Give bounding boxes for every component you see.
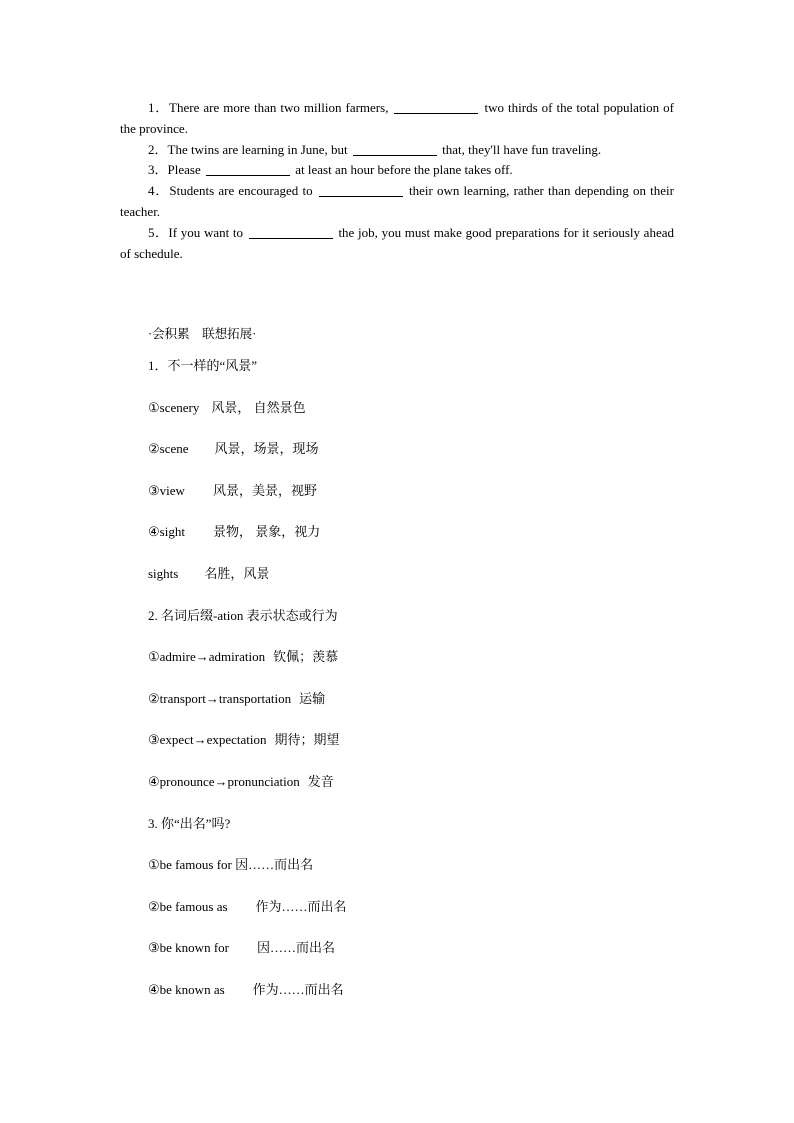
answer-blank[interactable] bbox=[206, 162, 290, 176]
vocabulary-notes bbox=[148, 322, 568, 1020]
note-term: ②scene bbox=[148, 441, 189, 457]
section-title bbox=[148, 604, 568, 646]
note-item bbox=[148, 396, 568, 438]
note-item bbox=[148, 728, 568, 770]
exercise-number: 3． bbox=[148, 162, 168, 178]
note-meaning: 风景，场景，现场 bbox=[214, 441, 319, 457]
exercise-number: 5． bbox=[148, 224, 169, 240]
notes-heading: ·会积累 联想拓展· bbox=[148, 327, 257, 341]
exercise-text: at least an hour before the plane takes off. bbox=[291, 162, 513, 178]
exercise-text: two thirds of the total population of the province. bbox=[120, 100, 674, 136]
answer-blank[interactable] bbox=[249, 225, 333, 239]
note-term: 2. 名词后缀-ation 表示状态或行为 bbox=[148, 607, 338, 623]
note-item bbox=[148, 770, 568, 812]
exercise-item bbox=[120, 160, 674, 181]
exercise-item bbox=[120, 223, 674, 265]
note-item bbox=[148, 520, 568, 562]
exercise-item bbox=[120, 98, 674, 140]
note-item bbox=[148, 978, 568, 1020]
note-item bbox=[148, 437, 568, 479]
note-term: ①scenery bbox=[148, 399, 200, 415]
note-term: ④be known as bbox=[148, 981, 225, 997]
answer-blank[interactable] bbox=[319, 183, 403, 197]
note-meaning: 景物， 景象，视力 bbox=[212, 524, 321, 540]
note-meaning: 作为……而出名 bbox=[252, 981, 344, 997]
exercise-item bbox=[120, 181, 674, 223]
note-term: ②be famous as bbox=[148, 898, 228, 914]
note-meaning: 因……而出名 bbox=[256, 940, 335, 956]
section-title bbox=[148, 354, 568, 396]
note-meaning: 钦佩；羡慕 bbox=[273, 649, 339, 665]
exercise-text: There are more than two million farmers, bbox=[169, 100, 393, 115]
note-item bbox=[148, 479, 568, 521]
note-term: 1．不一样的“风景” bbox=[148, 358, 258, 373]
note-meaning: 期待；期望 bbox=[274, 732, 340, 748]
exercise-number: 4． bbox=[148, 183, 170, 199]
note-meaning: 作为……而出名 bbox=[255, 898, 347, 914]
note-item bbox=[148, 895, 568, 937]
exercise-item bbox=[120, 140, 674, 161]
exercise-text: Please bbox=[167, 162, 204, 178]
note-term: ②transport→transportation bbox=[148, 690, 292, 706]
exercise-number: 1． bbox=[148, 100, 170, 115]
answer-blank[interactable] bbox=[353, 142, 437, 156]
note-meaning: 风景， 自然景色 bbox=[211, 399, 306, 415]
note-meaning: 风景，美景，视野 bbox=[212, 482, 317, 498]
exercise-text: the job, you must make good preparations for it seriously ahead of schedule. bbox=[120, 224, 674, 261]
note-term: 3. 你“出名”吗? bbox=[148, 815, 231, 831]
exercise-text: The twins are learning in June, but bbox=[167, 141, 351, 157]
note-term: ③expect→expectation bbox=[148, 732, 267, 748]
exercise-list bbox=[120, 98, 674, 264]
exercise-text: If you want to bbox=[168, 224, 247, 240]
note-term: ①admire→admiration bbox=[148, 649, 266, 665]
exercise-number: 2． bbox=[148, 141, 168, 157]
note-item bbox=[148, 562, 568, 604]
note-item bbox=[148, 645, 568, 687]
note-meaning: 发音 bbox=[307, 773, 334, 789]
note-term: ①be famous for 因……而出名 bbox=[148, 857, 314, 873]
note-term: sights bbox=[148, 565, 179, 581]
answer-blank[interactable] bbox=[394, 100, 478, 114]
note-term: ③be known for bbox=[148, 940, 229, 956]
note-meaning: 运输 bbox=[299, 690, 326, 706]
note-term: ④pronounce→pronunciation bbox=[148, 773, 300, 789]
exercise-text: their own learning, rather than depending on their teacher. bbox=[120, 183, 674, 219]
note-item bbox=[148, 687, 568, 729]
note-term: ④sight bbox=[148, 524, 185, 540]
note-item bbox=[148, 936, 568, 978]
note-term: ③view bbox=[148, 482, 185, 498]
note-item bbox=[148, 853, 568, 895]
exercise-text: Students are encouraged to bbox=[169, 183, 317, 199]
note-meaning: 名胜，风景 bbox=[204, 565, 270, 581]
section-title bbox=[148, 812, 568, 854]
exercise-text: that, they'll have fun traveling. bbox=[438, 141, 602, 157]
